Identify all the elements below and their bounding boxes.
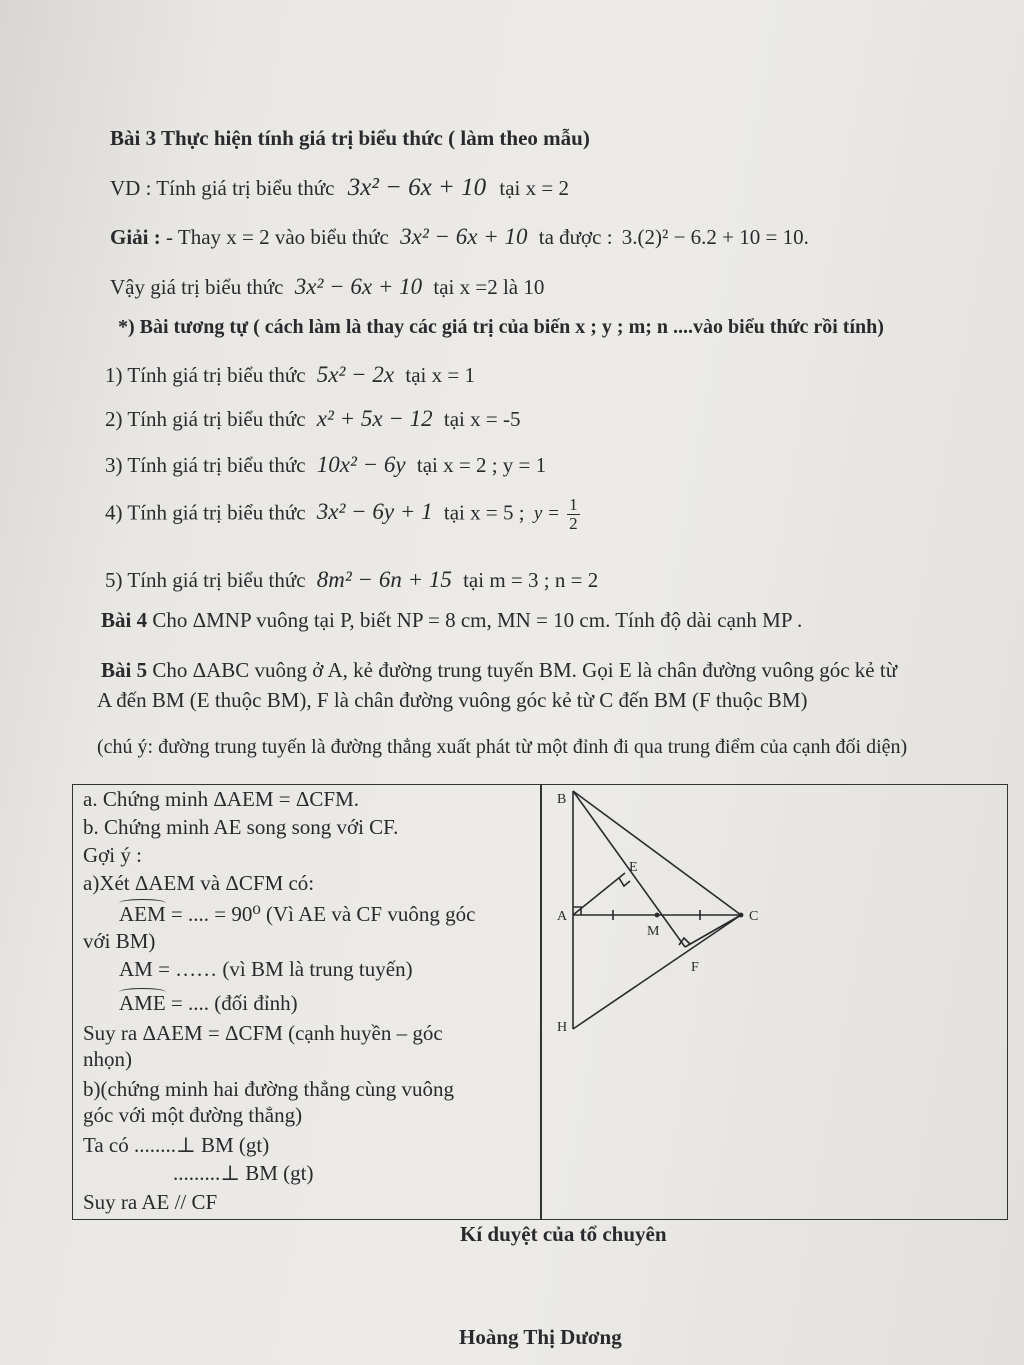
task-condition: tại m = 3 ; n = 2 [463,568,599,592]
segment-cf [685,915,741,947]
conclusion-result: tại x =2 là 10 [433,275,545,299]
task-prefix: 1) Tính giá trị biểu thức [105,363,306,387]
example-expression: 3x² − 6x + 10 [347,174,487,201]
solution-mid: ta được : [538,225,613,249]
hint-conclusion-b: Suy ra AE // CF [83,1190,218,1214]
example-line [110,174,569,202]
task-item [105,496,580,533]
label-f: F [691,960,699,975]
label-m: M [647,924,660,939]
task-item [105,406,520,432]
hint-we-have-1: Ta có ........⊥ BM (gt) [83,1133,270,1157]
hint-part-b-guide: b)(chứng minh hai đường thẳng cùng vuông [83,1077,454,1101]
bai5-label: Bài 5 [101,658,148,682]
hint-angle1-cont: với BM) [83,929,156,953]
bai4-text: Cho ΔMNP vuông tại P, biết NP = 8 cm, MN = 10 cm. Tính độ dài cạnh MP . [152,608,803,632]
point-c [739,913,744,918]
right-angle-f [679,938,690,945]
conclusion-line [110,274,544,300]
solution-calculation: 3.(2)² − 6.2 + 10 = 10. [621,225,809,249]
task-expression: 3x² − 6y + 1 [316,499,433,525]
fraction-denominator: 2 [569,514,578,533]
hint-part-b: b. Chứng minh AE song song với CF. [83,815,399,839]
bai4-label: Bài 4 [101,608,148,632]
task-condition: tại x = 2 ; y = 1 [416,453,547,477]
bai5-text: Cho ΔABC vuông ở A, kẻ đường trung tuyến BM. Gọi E là chân đường vuông góc kẻ từ [152,658,898,682]
conclusion-expression: 3x² − 6x + 10 [294,274,423,299]
angle-ame: AME [119,991,166,1015]
exercise-table [72,784,1008,1220]
solution-line [110,224,809,250]
teacher-name: Hoàng Thị Dương [459,1325,622,1349]
task-condition: tại x = 5 ; [443,500,525,525]
task-item [105,567,598,593]
bai5-note: (chú ý: đường trung tuyến là đường thẳng xuất phát từ một đỉnh đi qua trung điểm của cạnh đối diện) [97,736,908,758]
task-item [105,362,475,388]
task-expression: x² + 5x − 12 [316,406,433,431]
hint-we-have-2: .........⊥ BM (gt) [173,1161,314,1185]
task-expression: 10x² − 6y [316,452,406,477]
task-expression: 5x² − 2x [316,362,395,387]
fraction-variable: y = [533,503,560,525]
task-condition: tại x = 1 [405,363,475,387]
solution-expression: 3x² − 6x + 10 [400,224,528,249]
approval-label: Kí duyệt của tổ chuyên [460,1222,667,1246]
label-h: H [557,1020,568,1035]
example-label: VD : Tính giá trị biểu thức [110,176,335,200]
hint-am: AM = …… (vì BM là trung tuyến) [119,957,413,981]
label-a: A [557,909,568,924]
fraction-numerator: 1 [569,495,578,514]
segment-bc [573,791,741,915]
hint-consider: a)Xét ΔAEM và ΔCFM có: [83,871,315,895]
task-prefix: 5) Tính giá trị biểu thức [105,568,306,592]
hint-conclusion-a-cont: nhọn) [83,1047,132,1071]
similar-exercises-title: *) Bài tương tự ( cách làm là thay các giá trị của biến x ; y ; m; n ....vào biểu thức rồi tính) [118,316,884,338]
bai3-title: Bài 3 Thực hiện tính giá trị biểu thức ( làm theo mẫu) [110,126,590,150]
conclusion-text: Vậy giá trị biểu thức [110,275,284,299]
task-condition: tại x = -5 [443,407,521,431]
task-prefix: 2) Tính giá trị biểu thức [105,407,306,431]
task-prefix: 4) Tính giá trị biểu thức [105,500,306,525]
bai5-line1 [101,658,897,683]
task-expression: 8m² − 6n + 15 [316,567,452,592]
hint-angle2-rest: = .... (đối đỉnh) [170,991,298,1015]
point-m [655,913,660,918]
hint-heading: Gợi ý : [83,843,142,867]
hint-part-b-guide-cont: góc với một đường thẳng) [83,1103,303,1127]
hint-angle1-rest: = .... = 90⁰ (Vì AE và CF vuông góc [170,902,476,926]
fraction [567,496,580,533]
label-e: E [629,860,638,875]
label-b: B [557,792,567,807]
triangle-figure [553,785,793,1045]
hint-part-a: a. Chứng minh ΔAEM = ΔCFM. [83,787,360,811]
bai4-line [101,608,802,633]
example-condition: tại x = 2 [499,176,569,200]
hint-angle1 [119,902,475,927]
task-prefix: 3) Tính giá trị biểu thức [105,453,306,477]
solution-text: - Thay x = 2 vào biểu thức [166,225,389,249]
hint-angle2 [119,991,298,1016]
table-divider [540,785,542,1219]
label-c: C [749,909,759,924]
bai5-line2: A đến BM (E thuộc BM), F là chân đường vuông góc kẻ từ C đến BM (F thuộc BM) [97,688,808,712]
hint-conclusion-a: Suy ra ΔAEM = ΔCFM (cạnh huyền – góc [83,1021,443,1045]
angle-aem: AEM [119,902,166,926]
solution-label: Giải : [110,225,161,249]
right-angle-e [619,878,630,886]
task-item [105,452,546,478]
